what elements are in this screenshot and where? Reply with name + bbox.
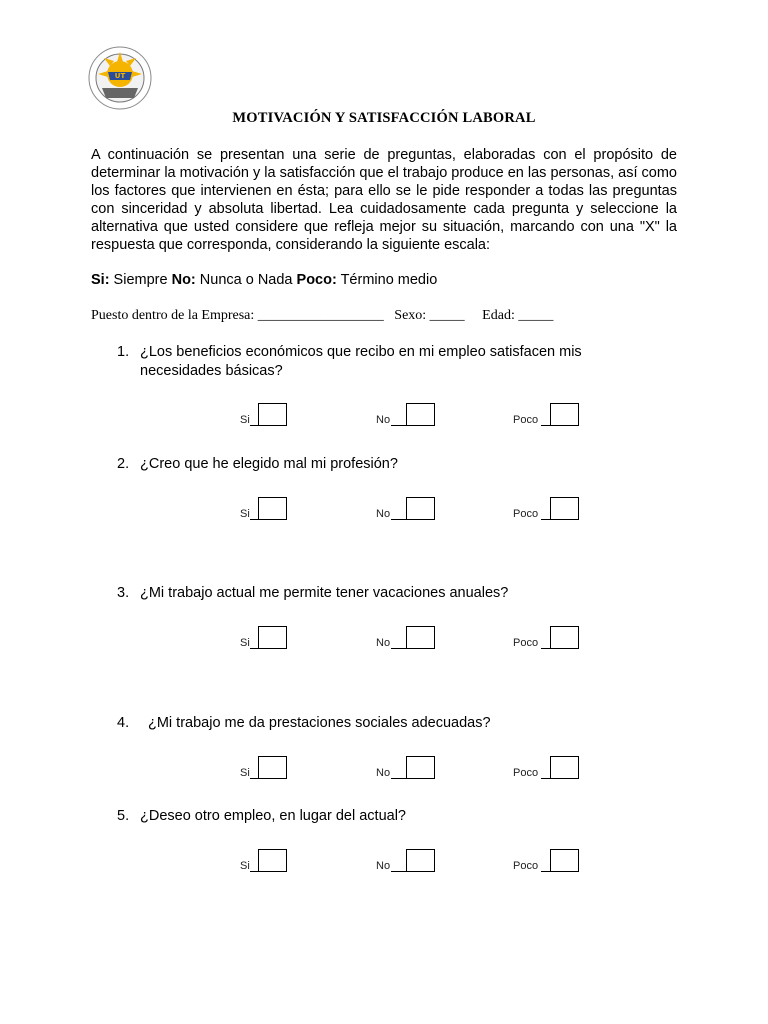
question-number: 4.: [117, 715, 130, 731]
scale-no-value: Nunca o Nada: [195, 272, 297, 288]
option-label-poco: Poco: [513, 637, 539, 649]
option-label-no: No: [376, 767, 391, 779]
option-underline: [250, 519, 258, 520]
scale-poco-key: Poco:: [296, 272, 337, 288]
option-underline: [250, 871, 258, 872]
option-underline: [250, 648, 258, 649]
question-number: 2.: [117, 456, 130, 472]
option-label-si: Si: [240, 860, 250, 872]
intro-paragraph: A continuación se presentan una serie de preguntas, elaboradas con el propósito de determinar la motivación y la satisfacción que el trabajo produce en las personas, así como los factores que intervienen en ésta; para ello se le pide responder a todas las preguntas con sinceridad y absoluta libertad. Lea cuidadosamente cada pregunta y seleccione la alternativa que usted considere que refleja mejor su situación, marcando con una "X" la respuesta que corresponda, considerando la siguiente escala:: [91, 147, 677, 253]
option-label-poco: Poco: [513, 767, 539, 779]
question-number: 5.: [117, 808, 130, 824]
option-label-no: No: [376, 508, 391, 520]
option-underline: [541, 425, 550, 426]
option-underline: [391, 425, 406, 426]
question-5: [117, 807, 677, 827]
answer-box-no[interactable]: [406, 626, 435, 649]
question-text-line1: ¿Los beneficios económicos que recibo en mi empleo satisfacen mis: [140, 344, 582, 360]
question-number: 1.: [117, 344, 130, 360]
option-underline: [541, 871, 550, 872]
option-label-no: No: [376, 637, 391, 649]
scale-poco-value: Término medio: [336, 272, 438, 288]
scale-no-key: No:: [171, 272, 196, 288]
answer-box-no[interactable]: [406, 849, 435, 872]
option-label-si: Si: [240, 414, 250, 426]
option-underline: [250, 778, 258, 779]
answer-box-no[interactable]: [406, 756, 435, 779]
question-text: [140, 343, 582, 381]
question-text: ¿Mi trabajo me da prestaciones sociales adecuadas?: [148, 715, 491, 731]
answer-box-poco[interactable]: [550, 849, 579, 872]
answer-box-si[interactable]: [258, 756, 287, 779]
answer-box-si[interactable]: [258, 849, 287, 872]
question-text: ¿Creo que he elegido mal mi profesión?: [140, 456, 398, 472]
scale-si-key: Si:: [91, 272, 110, 288]
question-number: 3.: [117, 585, 130, 601]
option-underline: [391, 648, 406, 649]
question-4: [117, 714, 677, 734]
option-label-no: No: [376, 414, 391, 426]
option-label-poco: Poco: [513, 860, 539, 872]
option-label-poco: Poco: [513, 414, 539, 426]
scale-si-value: Siempre: [109, 272, 172, 288]
svg-text:UT: UT: [114, 72, 126, 80]
answer-box-si[interactable]: [258, 403, 287, 426]
question-text: ¿Mi trabajo actual me permite tener vacaciones anuales?: [140, 585, 509, 601]
answer-box-poco[interactable]: [550, 756, 579, 779]
option-underline: [250, 425, 258, 426]
answer-box-si[interactable]: [258, 626, 287, 649]
question-text: ¿Deseo otro empleo, en lugar del actual?: [140, 808, 406, 824]
respondent-fields[interactable]: Puesto dentro de la Empresa: __________________ Sexo: _____ Edad: _____: [91, 308, 554, 323]
answer-box-poco[interactable]: [550, 497, 579, 520]
document-title: MOTIVACIÓN Y SATISFACCIÓN LABORAL: [232, 110, 536, 126]
question-2: [117, 455, 677, 475]
answer-box-no[interactable]: [406, 497, 435, 520]
option-label-no: No: [376, 860, 391, 872]
option-label-si: Si: [240, 767, 250, 779]
option-underline: [541, 778, 550, 779]
scale-legend: [91, 272, 437, 288]
option-underline: [541, 519, 550, 520]
answer-box-si[interactable]: [258, 497, 287, 520]
university-logo: [86, 44, 154, 112]
option-underline: [391, 519, 406, 520]
question-3: [117, 584, 677, 604]
answer-box-poco[interactable]: [550, 403, 579, 426]
option-underline: [391, 778, 406, 779]
question-1: [117, 343, 677, 383]
answer-box-no[interactable]: [406, 403, 435, 426]
option-label-si: Si: [240, 637, 250, 649]
option-label-si: Si: [240, 508, 250, 520]
option-underline: [391, 871, 406, 872]
option-underline: [541, 648, 550, 649]
question-text-line2: necesidades básicas?: [140, 363, 283, 379]
option-label-poco: Poco: [513, 508, 539, 520]
answer-box-poco[interactable]: [550, 626, 579, 649]
